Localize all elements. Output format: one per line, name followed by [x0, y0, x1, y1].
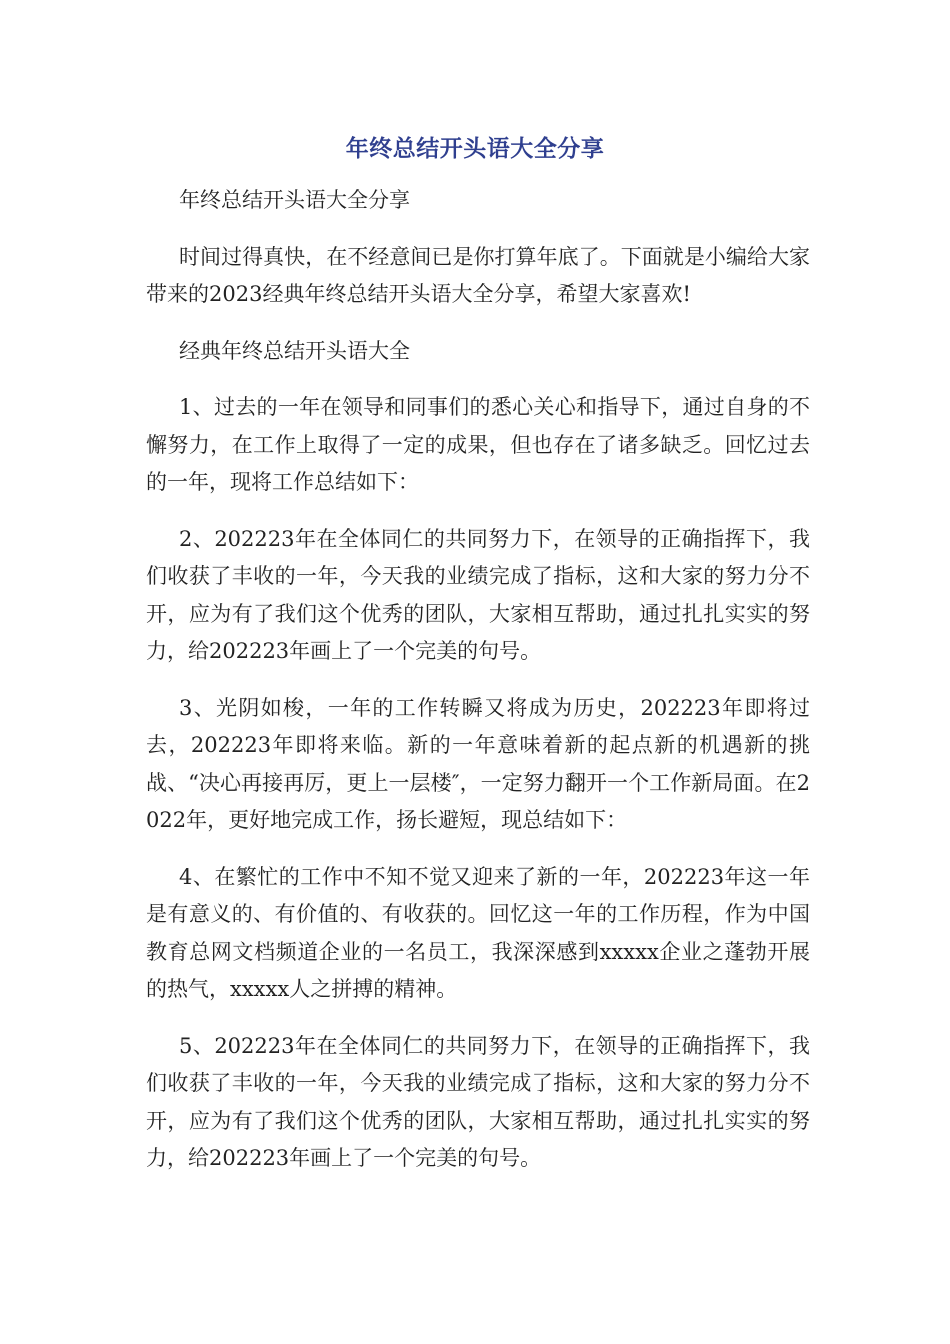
paragraph-item-1: 1、过去的一年在领导和同事们的悉心关心和指导下，通过自身的不懈努力，在工作上取得了一定的成果，但也存在了诸多缺乏。回忆过去的一年，现将工作总结如下：	[146, 395, 810, 494]
paragraph-item-2: 2、202223年在全体同仁的共同努力下，在领导的正确指挥下，我们收获了丰收的一年，今天我的业绩完成了指标，这和大家的努力分不开，应为有了我们这个优秀的团队，大家相互帮助，通过扎扎实实的努力，给202223年画上了一个完美的句号。	[146, 526, 810, 663]
document-title: 年终总结开头语大全分享	[345, 136, 605, 162]
paragraph-section-heading: 经典年终总结开头语大全	[179, 338, 410, 363]
paragraph-item-4: 4、在繁忙的工作中不知不觉又迎来了新的一年，202223年这一年是有意义的、有价值的、有收获的。回忆这一年的工作历程，作为中国教育总网文档频道企业的一名员工，我深深感到xxxxx企业之蓬勃开展的热气，xxxxx人之拼搏的精神。	[146, 864, 810, 1001]
paragraph-subtitle: 年终总结开头语大全分享	[179, 188, 410, 212]
document-body	[146, 182, 810, 1197]
paragraph-intro: 时间过得真快，在不经意间已是你打算年底了。下面就是小编给大家带来的2023经典年终总结开头语大全分享，希望大家喜欢!	[146, 244, 810, 306]
paragraph-item-3: 3、光阴如梭，一年的工作转瞬又将成为历史，202223年即将过去，202223年即将来临。新的一年意味着新的起点新的机遇新的挑战、“决心再接再厉，更上一层楼″，一定努力翻开一个工作新局面。在2022年，更好地完成工作，扬长避短，现总结如下：	[146, 695, 810, 832]
paragraph-item-5: 5、202223年在全体同仁的共同努力下，在领导的正确指挥下，我们收获了丰收的一年，今天我的业绩完成了指标，这和大家的努力分不开，应为有了我们这个优秀的团队，大家相互帮助，通过扎扎实实的努力，给202223年画上了一个完美的句号。	[146, 1033, 810, 1170]
